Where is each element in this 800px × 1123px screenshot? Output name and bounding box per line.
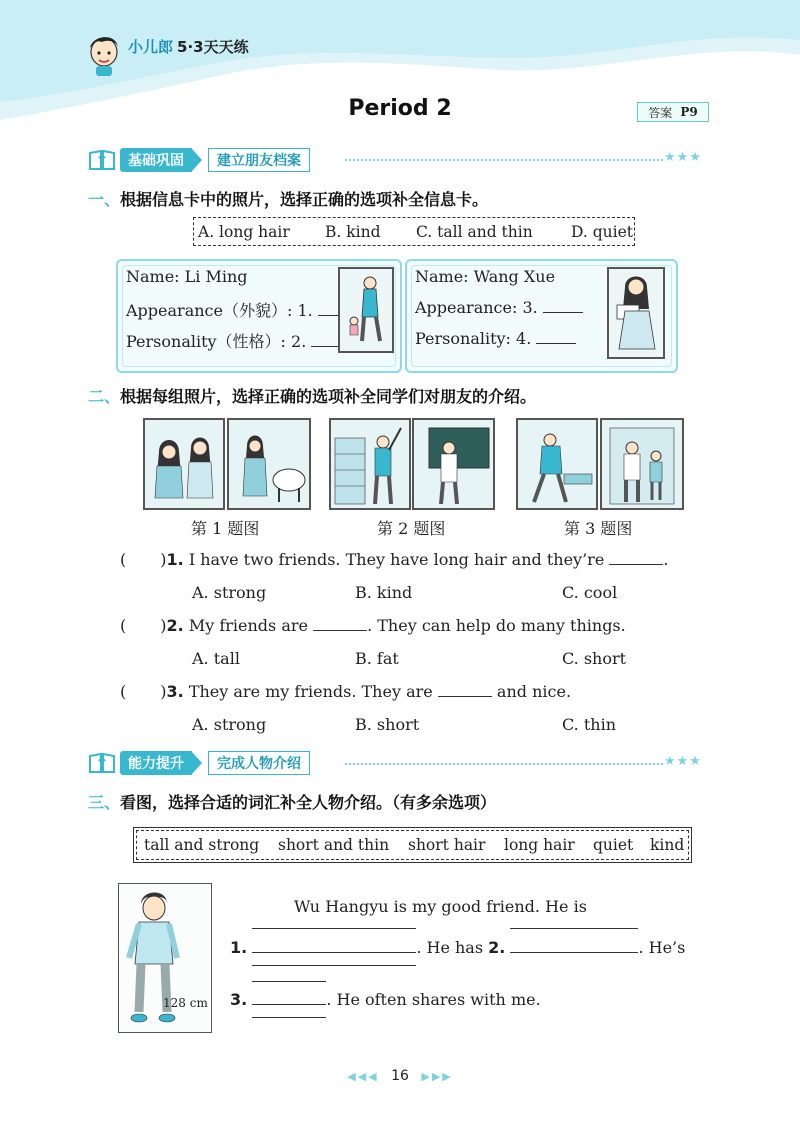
question-heading — [88, 187, 488, 210]
question-number: 三、 — [88, 793, 121, 812]
passage-line-1: Wu Hangyu is my good friend. He is — [294, 897, 587, 916]
banner-arrow — [192, 149, 202, 171]
passage-line-3 — [230, 990, 541, 1009]
answer-paren-close: ) — [160, 616, 167, 635]
blank-number: 2. — [488, 938, 506, 957]
page-title: Period 2 — [348, 96, 452, 121]
photo-caption: 第 3 题图 — [564, 519, 633, 538]
option: B. kind — [355, 583, 413, 602]
photo-wu-hangyu — [118, 883, 212, 1033]
info-card-li-ming — [116, 259, 402, 373]
word-bank — [133, 827, 692, 863]
item-blank[interactable] — [609, 564, 663, 565]
writing-line — [252, 965, 416, 966]
item-stem-end: . — [663, 550, 669, 569]
brand-series: 5·3天天练 — [177, 38, 249, 56]
answer-label: 答案 — [648, 105, 673, 120]
photo-li-ming — [338, 267, 394, 353]
blank-1[interactable] — [252, 952, 416, 953]
page-number-footer — [0, 1068, 800, 1084]
item-stem: I have two friends. They have long hair and they’re — [188, 550, 605, 569]
item-number: 2. — [166, 616, 184, 635]
photo-wang-xue — [607, 267, 665, 359]
option: A. tall — [192, 649, 240, 668]
question-instruction: 看图，选择合适的词汇补全人物介绍。（有多余选项） — [120, 793, 497, 812]
answer-paren-open: ( — [120, 616, 127, 635]
option: A. long hair — [198, 222, 290, 241]
section-title: 完成人物介绍 — [208, 751, 310, 775]
book-icon — [88, 149, 116, 171]
question-heading — [88, 790, 496, 813]
brand-logo — [128, 36, 249, 57]
option: D. quiet — [571, 222, 633, 241]
brand-name: 小儿郎 — [128, 38, 174, 56]
question-instruction: 根据每组照片，选择正确的选项补全同学们对朋友的介绍。 — [120, 387, 537, 406]
card-name: Name: Li Ming — [126, 267, 248, 286]
appearance-label: Appearance: 3. — [415, 298, 538, 317]
question-item-3 — [120, 682, 571, 701]
word-option: short and thin — [278, 836, 390, 854]
page-number: 16 — [391, 1068, 409, 1084]
question-heading — [88, 384, 536, 407]
appearance-label: Appearance（外貌）: 1. — [126, 301, 313, 320]
answer-paren-close: ) — [160, 682, 167, 701]
divider — [345, 159, 663, 161]
book-icon — [88, 752, 116, 774]
photo-group-1 — [143, 418, 311, 510]
answer-reference-badge — [637, 102, 709, 122]
section-tag: 能力提升 — [120, 751, 192, 775]
question-number: 一、 — [88, 190, 121, 209]
photo-group-3 — [516, 418, 684, 510]
passage-text: . He’s — [638, 938, 686, 957]
item-stem: My friends are — [188, 616, 308, 635]
personality-label: Personality: 4. — [415, 329, 532, 348]
photo-caption: 第 2 题图 — [377, 519, 446, 538]
option: B. fat — [355, 649, 399, 668]
option-box — [193, 217, 635, 246]
word-option: quiet — [593, 836, 634, 854]
item-blank[interactable] — [313, 630, 367, 631]
option: B. short — [355, 715, 420, 734]
answer-paren-open: ( — [120, 550, 127, 569]
option: C. short — [562, 649, 627, 668]
word-option: kind — [650, 836, 685, 854]
personality-label: Personality（性格）: 2. — [126, 332, 307, 351]
option: A. strong — [192, 715, 267, 734]
question-item-2 — [120, 616, 626, 635]
card-personality — [126, 329, 351, 352]
divider — [345, 763, 663, 765]
writing-line — [510, 928, 638, 929]
writing-line — [252, 1017, 326, 1018]
item-blank[interactable] — [438, 696, 492, 697]
right-arrows-icon: ▶▶▶ — [421, 1070, 453, 1083]
option: B. kind — [325, 222, 381, 241]
section-tag: 基础巩固 — [120, 148, 192, 172]
question-number: 二、 — [88, 387, 121, 406]
left-arrows-icon: ◀◀◀ — [347, 1070, 379, 1083]
blank-3[interactable] — [543, 312, 583, 313]
card-name: Name: Wang Xue — [415, 267, 556, 286]
blank-3[interactable] — [252, 1004, 326, 1005]
answer-page: P9 — [680, 105, 698, 119]
banner-arrow — [192, 752, 202, 774]
photo-caption: 第 1 题图 — [191, 519, 260, 538]
question-instruction: 根据信息卡中的照片，选择正确的选项补全信息卡。 — [120, 190, 489, 209]
section-banner-basic — [88, 149, 310, 171]
info-card-wang-xue — [405, 259, 678, 373]
option: A. strong — [192, 583, 267, 602]
photo-group-2 — [329, 418, 495, 510]
height-label: 128 cm — [163, 996, 208, 1010]
passage-line-2 — [230, 938, 685, 957]
blank-number: 1. — [230, 938, 248, 957]
writing-line — [252, 981, 326, 982]
section-banner-advanced — [88, 752, 310, 774]
card-appearance — [126, 298, 358, 321]
option: C. thin — [562, 715, 616, 734]
item-stem: They are my friends. They are — [188, 682, 433, 701]
item-number: 1. — [166, 550, 184, 569]
blank-2[interactable] — [510, 952, 638, 953]
section-title: 建立朋友档案 — [208, 148, 310, 172]
stars-icon: ★★★ — [664, 150, 702, 165]
word-option: short hair — [408, 836, 486, 854]
card-appearance — [415, 298, 583, 317]
option: C. tall and thin — [416, 222, 533, 241]
mascot-boy-icon — [84, 32, 124, 76]
question-item-1 — [120, 550, 668, 569]
stars-icon: ★★★ — [664, 754, 702, 769]
word-option: tall and strong — [144, 836, 260, 854]
blank-4[interactable] — [536, 343, 576, 344]
option: C. cool — [562, 583, 618, 602]
writing-line — [252, 928, 416, 929]
blank-number: 3. — [230, 990, 248, 1009]
answer-paren-close: ) — [160, 550, 167, 569]
word-option: long hair — [504, 836, 575, 854]
passage-text: . He often shares with me. — [326, 990, 541, 1009]
item-number: 3. — [166, 682, 184, 701]
item-stem-end: . They can help do many things. — [367, 616, 626, 635]
passage-text: . He has — [416, 938, 484, 957]
answer-paren-open: ( — [120, 682, 127, 701]
item-stem-end: and nice. — [496, 682, 572, 701]
card-personality — [415, 329, 576, 348]
